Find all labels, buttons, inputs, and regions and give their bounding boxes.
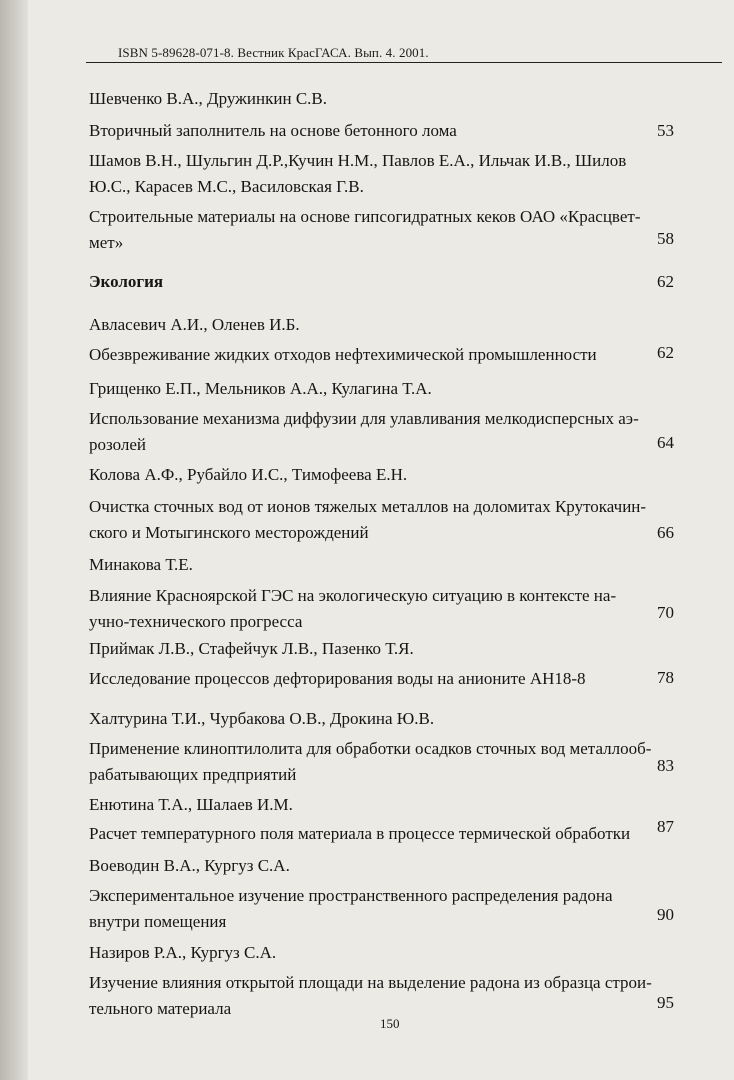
entry-page: 64	[657, 433, 674, 452]
entry-page: 62	[657, 343, 674, 362]
toc-entry	[89, 855, 689, 935]
entry-title-continued: розолей	[89, 435, 147, 454]
entry-page: 53	[657, 121, 674, 140]
entry-authors: Енютина Т.А., Шалаев И.М.	[89, 795, 293, 814]
table-of-contents	[89, 0, 709, 1080]
entry-page: 95	[657, 993, 674, 1012]
entry-title: Обезвреживание жидких отходов нефтехимической промышленности	[89, 345, 597, 364]
entry-authors-continued: Ю.С., Карасев М.С., Василовская Г.В.	[89, 177, 364, 196]
entry-title: Расчет температурного поля материала в процессе термической обработки	[89, 824, 631, 843]
toc-entry	[89, 88, 689, 144]
entry-authors: Минакова Т.Е.	[89, 555, 193, 574]
page-binding-shadow	[0, 0, 28, 1080]
entry-title: Применение клиноптилолита для обработки осадков сточных вод металлооб-	[89, 739, 652, 758]
entry-page: 83	[657, 756, 674, 775]
entry-title-continued: мет»	[89, 233, 124, 252]
entry-title: Вторичный заполнитель на основе бетонного лома	[89, 121, 457, 140]
entry-page: 70	[657, 603, 674, 622]
entry-page: 66	[657, 523, 674, 542]
entry-title: Изучение влияния открытой площади на выделение радона из образца строи-	[89, 973, 652, 992]
toc-entry	[89, 942, 689, 1022]
entry-title-continued: внутри помещения	[89, 912, 227, 931]
section-page: 62	[657, 272, 674, 291]
entry-authors: Грищенко Е.П., Мельников А.А., Кулагина Т.А.	[89, 379, 432, 398]
toc-entry	[89, 378, 689, 458]
toc-entry	[89, 794, 689, 847]
entry-page: 58	[657, 229, 674, 248]
entry-title: Строительные материалы на основе гипсогидратных кеков ОАО «Красцвет-	[89, 207, 641, 226]
entry-authors: Колова А.Ф., Рубайло И.С., Тимофеева Е.Н.	[89, 465, 408, 484]
entry-title: Влияние Красноярской ГЭС на экологическую ситуацию в контексте на-	[89, 586, 617, 605]
toc-entry	[89, 554, 689, 635]
entry-authors: Авласевич А.И., Оленев И.Б.	[89, 315, 300, 334]
entry-title-continued: учно-технического прогресса	[89, 612, 303, 631]
entry-title: Использование механизма диффузии для улавливания мелкодисперсных аэ-	[89, 409, 639, 428]
entry-page: 78	[657, 668, 674, 687]
entry-authors: Шевченко В.А., Дружинкин С.В.	[89, 89, 327, 108]
entry-authors: Шамов В.Н., Шульгин Д.Р.,Кучин Н.М., Павлов Е.А., Ильчак И.В., Шилов	[89, 151, 627, 170]
entry-title-continued: ского и Мотыгинского месторождений	[89, 523, 369, 542]
toc-entry	[89, 314, 689, 368]
entry-authors: Халтурина Т.И., Чурбакова О.В., Дрокина Ю.В.	[89, 709, 435, 728]
toc-entry	[89, 708, 689, 788]
entry-title: Исследование процессов дефторирования воды на анионите АН18-8	[89, 669, 586, 688]
entry-page: 87	[657, 817, 674, 836]
entry-title-continued: тельного материала	[89, 999, 232, 1018]
entry-authors: Приймак Л.В., Стафейчук Л.В., Пазенко Т.Я.	[89, 639, 414, 658]
entry-title-continued: рабатывающих предприятий	[89, 765, 297, 784]
entry-authors: Назиров Р.А., Кургуз С.А.	[89, 943, 277, 962]
entry-title: Очистка сточных вод от ионов тяжелых металлов на доломитах Крутокачин-	[89, 497, 647, 516]
entry-title: Экспериментальное изучение пространственного распределения радона	[89, 886, 613, 905]
page-folio: 150	[380, 1016, 400, 1031]
entry-authors: Воеводин В.А., Кургуз С.А.	[89, 856, 290, 875]
toc-entry	[89, 638, 689, 692]
toc-entry	[89, 150, 689, 256]
entry-page: 90	[657, 905, 674, 924]
toc-entry	[89, 464, 689, 546]
running-header: ISBN 5-89628-071-8. Вестник КрасГАСА. Вып. 4. 2001.	[118, 45, 429, 60]
section-heading: Экология	[89, 272, 164, 291]
